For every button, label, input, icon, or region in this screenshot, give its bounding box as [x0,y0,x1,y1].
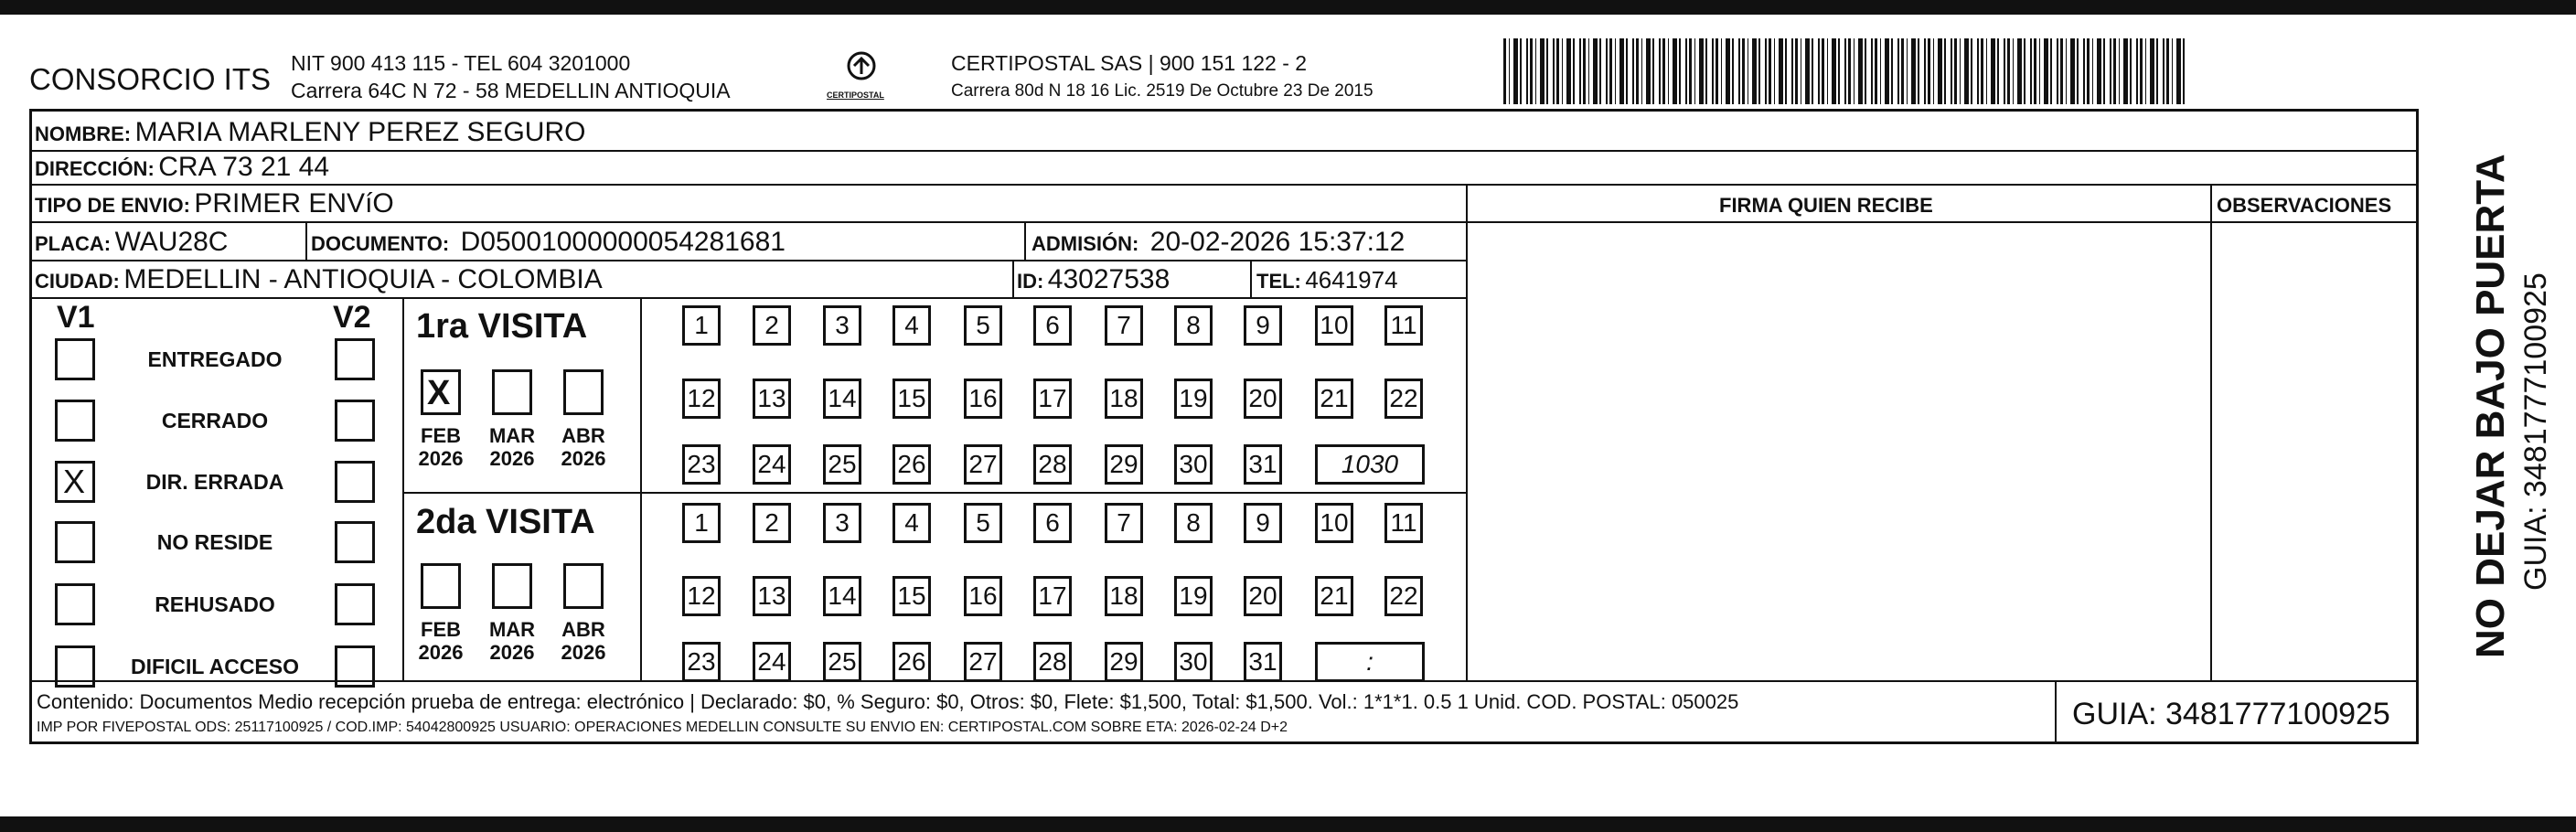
footer-contenido: Contenido: Documentos Medio recepción prueba de entrega: electrónico | Declarado: $0, % Seguro: $0, Otros: $0, Flete: $1,500, Total: $1,500. Vol.: 1*1*1. 0.5 1 Unid. COD. POSTAL: 050025 [37,690,1739,713]
first-day-6[interactable]: 6 [1033,305,1072,346]
visit-option-label: ENTREGADO [147,347,283,371]
top-border-bar [0,0,2576,15]
documento-value: D05001000000054281681 [460,227,786,257]
second-time-box[interactable]: : [1315,642,1425,682]
first-day-4[interactable]: 4 [893,305,931,346]
first-day-7[interactable]: 7 [1105,305,1143,346]
first-month-year: 2026 [418,447,464,471]
first-day-21[interactable]: 21 [1315,379,1353,419]
placa-row [35,229,228,256]
rule-direccion [29,184,2419,186]
placa-label: PLACA: [35,232,112,255]
v2-checkbox-4[interactable] [335,583,375,625]
first-month-name: ABR [561,424,605,447]
first-day-30[interactable]: 30 [1174,444,1213,485]
v1-checkbox-0[interactable] [55,338,95,380]
tipo-value: PRIMER ENVíO [194,188,394,219]
second-day-11[interactable]: 11 [1384,503,1423,543]
company-name: CONSORCIO ITS [29,62,272,96]
admision-label: ADMISIÓN: [1031,232,1139,255]
firma-label: FIRMA QUIEN RECIBE [1719,194,1933,217]
first-month-name: FEB [421,424,461,447]
second-day-4[interactable]: 4 [893,503,931,543]
v2-checkbox-5[interactable] [335,645,375,688]
visit-option-label: CERRADO [161,409,269,432]
second-day-16[interactable]: 16 [964,576,1002,616]
second-month-name: MAR [488,618,536,641]
courier-name: CERTIPOSTAL SAS | 900 151 122 - 2 [951,51,1308,75]
visit-option-label: DIR. ERRADA [145,470,284,494]
first-day-18[interactable]: 18 [1105,379,1143,419]
rule-visit-left [402,297,404,681]
tel-row [1256,268,1398,292]
first-day-16[interactable]: 16 [964,379,1002,419]
side-guia: GUIA: 3481777100925 [2518,272,2553,591]
v2-checkbox-3[interactable] [335,521,375,563]
second-day-8[interactable]: 8 [1174,503,1213,543]
second-day-18[interactable]: 18 [1105,576,1143,616]
rule-id-tel [1250,260,1252,297]
v1-header: V1 [57,300,95,335]
first-month-label-1 [486,424,538,471]
rule-doc-adm [1024,221,1026,261]
first-day-27[interactable]: 27 [964,444,1002,485]
v2-checkbox-0[interactable] [335,338,375,380]
side-notice: NO DEJAR BAJO PUERTA [2468,154,2513,658]
second-month-name: FEB [421,618,461,641]
placa-value: WAU28C [114,227,229,257]
logo-text: CERTIPOSTAL [827,91,884,100]
second-day-31[interactable]: 31 [1244,642,1282,682]
barcode [1503,38,2186,104]
first-day-2[interactable]: 2 [753,305,791,346]
second-day-20[interactable]: 20 [1244,576,1282,616]
first-day-20[interactable]: 20 [1244,379,1282,419]
admision-value: 20-02-2026 15:37:12 [1149,227,1406,257]
rule-nombre [29,150,2419,152]
footer-imp: IMP POR FIVEPOSTAL ODS: 25117100925 / COD.IMP: 54042800925 USUARIO: OPERACIONES MEDELLIN CONSULTE SU ENVIO EN: CERTIPOSTAL.COM SOBRE ETA: 2026-02-24 D+2 [37,720,1288,735]
second-month-label-0 [415,618,466,665]
first-day-25[interactable]: 25 [823,444,861,485]
rule-month-right [640,297,642,681]
second-day-25[interactable]: 25 [823,642,861,682]
footer-guia: GUIA: 3481777100925 [2072,697,2390,731]
rule-ciudad [29,297,1467,299]
first-day-5[interactable]: 5 [964,305,1002,346]
second-day-12[interactable]: 12 [682,576,721,616]
rule-visits [402,492,1467,494]
nombre-label: NOMBRE: [35,123,132,145]
v1-checkbox-4[interactable] [55,583,95,625]
id-value: 43027538 [1047,264,1170,294]
first-day-13[interactable]: 13 [753,379,791,419]
second-day-21[interactable]: 21 [1315,576,1353,616]
rule-obs-left [2210,184,2212,681]
first-day-8[interactable]: 8 [1174,305,1213,346]
first-day-22[interactable]: 22 [1384,379,1423,419]
first-day-14[interactable]: 14 [823,379,861,419]
second-month-box-1[interactable] [492,563,532,609]
second-month-label-1 [486,618,538,665]
documento-row [311,229,786,256]
second-day-13[interactable]: 13 [753,576,791,616]
first-day-1[interactable]: 1 [682,305,721,346]
v2-checkbox-1[interactable] [335,400,375,442]
first-month-name: MAR [488,424,536,447]
v1-checkbox-1[interactable] [55,400,95,442]
first-month-label-0 [415,424,466,471]
v2-checkbox-2[interactable] [335,461,375,503]
first-day-28[interactable]: 28 [1033,444,1072,485]
rule-ciudad-id [1012,260,1014,297]
v1-checkbox-2[interactable] [55,461,95,503]
id-row [1017,266,1170,293]
first-month-year: 2026 [489,447,535,471]
second-day-19[interactable]: 19 [1174,576,1213,616]
first-month-year: 2026 [561,447,606,471]
second-day-2[interactable]: 2 [753,503,791,543]
observaciones-label: OBSERVACIONES [2217,194,2392,217]
first-day-9[interactable]: 9 [1244,305,1282,346]
documento-label: DOCUMENTO: [311,232,450,255]
second-month-year: 2026 [418,641,464,665]
second-month-box-2[interactable] [563,563,604,609]
second-day-17[interactable]: 17 [1033,576,1072,616]
direccion-value: CRA 73 21 44 [158,152,330,182]
admision-row [1031,229,1405,256]
second-day-29[interactable]: 29 [1105,642,1143,682]
ciudad-row [35,266,603,293]
company-nit-tel: NIT 900 413 115 - TEL 604 3201000 [291,51,631,75]
first-visit-title: 1ra VISITA [416,307,588,346]
visit-option-label: NO RESIDE [156,530,273,554]
direccion-label: DIRECCIÓN: [35,157,155,180]
second-day-23[interactable]: 23 [682,642,721,682]
v1-checkbox-3[interactable] [55,521,95,563]
rule-footer [29,680,2419,682]
first-day-12[interactable]: 12 [682,379,721,419]
first-day-19[interactable]: 19 [1174,379,1213,419]
second-day-5[interactable]: 5 [964,503,1002,543]
tel-value: 4641974 [1305,266,1398,293]
nombre-row [35,119,585,146]
courier-address: Carrera 80d N 18 16 Lic. 2519 De Octubre 23 De 2015 [951,81,1374,101]
direccion-row [35,154,329,181]
second-day-30[interactable]: 30 [1174,642,1213,682]
rule-placa-doc [305,221,307,261]
second-day-1[interactable]: 1 [682,503,721,543]
first-day-15[interactable]: 15 [893,379,931,419]
second-day-7[interactable]: 7 [1105,503,1143,543]
second-visit-title: 2da VISITA [416,503,595,541]
first-month-box-1[interactable] [492,369,532,415]
second-day-28[interactable]: 28 [1033,642,1072,682]
second-month-year: 2026 [489,641,535,665]
second-day-6[interactable]: 6 [1033,503,1072,543]
second-day-22[interactable]: 22 [1384,576,1423,616]
first-day-11[interactable]: 11 [1384,305,1423,346]
second-day-14[interactable]: 14 [823,576,861,616]
first-day-24[interactable]: 24 [753,444,791,485]
first-month-box-2[interactable] [563,369,604,415]
v1-checkbox-5[interactable] [55,645,95,688]
visit-option-label: REHUSADO [155,592,275,616]
first-month-box-0[interactable] [421,369,461,415]
first-day-17[interactable]: 17 [1033,379,1072,419]
tel-label: TEL: [1256,270,1301,293]
second-day-9[interactable]: 9 [1244,503,1282,543]
bottom-border-bar [0,816,2576,832]
second-day-15[interactable]: 15 [893,576,931,616]
first-day-31[interactable]: 31 [1244,444,1282,485]
second-month-label-2 [558,618,609,665]
first-month-label-2 [558,424,609,471]
second-day-3[interactable]: 3 [823,503,861,543]
first-month-mark: X [427,374,451,412]
second-day-24[interactable]: 24 [753,642,791,682]
company-address: Carrera 64C N 72 - 58 MEDELLIN ANTIOQUIA [291,79,731,102]
rule-firma-header [1466,221,2419,223]
tipo-row [35,190,394,218]
ciudad-value: MEDELLIN - ANTIOQUIA - COLOMBIA [123,264,603,294]
first-time-box[interactable]: 1030 [1315,444,1425,485]
second-month-box-0[interactable] [421,563,461,609]
v2-header: V2 [333,300,371,335]
second-day-27[interactable]: 27 [964,642,1002,682]
visit-option-label: DIFICIL ACCESO [130,655,299,678]
first-day-10[interactable]: 10 [1315,305,1353,346]
nombre-value: MARIA MARLENY PEREZ SEGURO [134,117,586,147]
second-day-26[interactable]: 26 [893,642,931,682]
second-month-year: 2026 [561,641,606,665]
first-day-26[interactable]: 26 [893,444,931,485]
first-day-29[interactable]: 29 [1105,444,1143,485]
first-day-3[interactable]: 3 [823,305,861,346]
v1-checkbox-mark: X [63,463,86,500]
second-month-name: ABR [561,618,605,641]
tipo-label: TIPO DE ENVIO: [35,194,190,217]
ciudad-label: CIUDAD: [35,270,120,293]
rule-firma-left [1466,184,1468,681]
second-day-10[interactable]: 10 [1315,503,1353,543]
rule-footer-guia [2055,680,2057,744]
id-label: ID: [1017,270,1044,293]
first-day-23[interactable]: 23 [682,444,721,485]
